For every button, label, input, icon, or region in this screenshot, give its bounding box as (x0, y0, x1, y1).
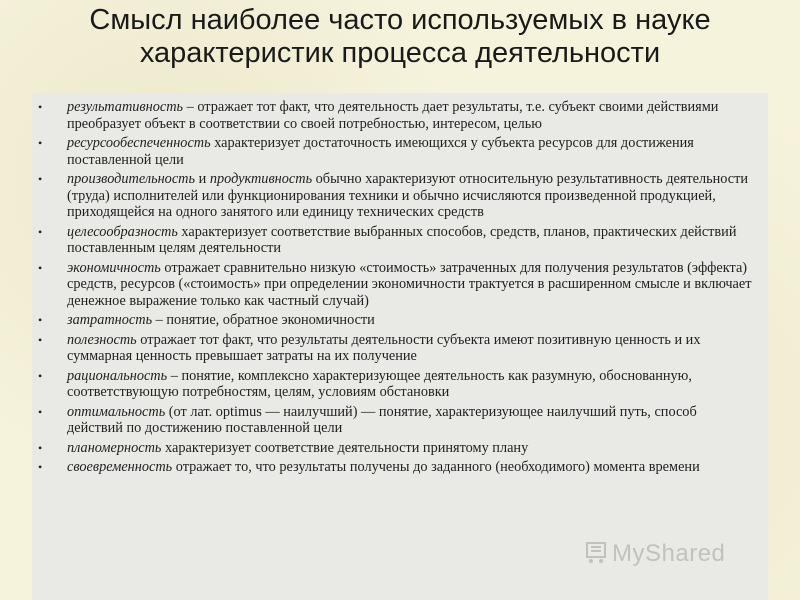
watermark: MyShared (612, 540, 726, 567)
list-item (38, 171, 756, 221)
item-term: оптимальность (67, 403, 166, 420)
list-item (38, 99, 756, 132)
bullet: • (38, 260, 43, 275)
item-text: – понятие, комплексно характеризующее деятельность как разумную, обоснованную, соответствующую потребностям, целям, условиям обстановки (67, 367, 692, 400)
list-item (38, 404, 756, 437)
bullet: • (38, 136, 43, 150)
content-panel (32, 93, 768, 600)
item-text: отражает сравнительно низкую «стоимость» затраченных для получения результатов (эффекта) средств, ресурсов («стоимость» при определении экономичности трактуется в расширенном смысле и включает денежное выражение только как частный случай) (67, 259, 752, 309)
item-term: полезность (67, 331, 137, 348)
item-term: ресурсообеспеченность (67, 135, 211, 151)
bullet: • (38, 332, 43, 347)
list-item (38, 135, 756, 168)
title-line-1: Смысл наиболее часто используемых в науке (89, 4, 711, 36)
list-item (38, 459, 756, 476)
slide-title (0, 4, 800, 70)
list-item (38, 312, 756, 329)
bullet: • (38, 460, 43, 474)
item-text: – отражает тот факт, что деятельность дает результаты, т.е. субъект своими действиями преобразует объект в соответствии со своей потребностью, интересом, целью (67, 99, 719, 132)
list-item (38, 368, 756, 401)
item-text: характеризует соответствие деятельности принятому плану (161, 439, 529, 456)
item-text: отражает тот факт, что результаты деятельности субъекта имеют позитивную ценность и их суммарная ценность превышает затраты на их получение (67, 331, 701, 364)
item-term: затратность (67, 312, 153, 328)
item-text: характеризует достаточность имеющихся у субъекта ресурсов для достижения поставленной цели (67, 135, 694, 168)
item-term: целесообразность (67, 223, 178, 240)
item-text-2: обычно характеризуют относительную результативность деятельности (труда) исполнителей или функционирования техники и обычно исчисляются произведенной продукцией, приходящейся на одного занятого или единицу технических средств (67, 171, 749, 220)
watermark-cart-icon (585, 541, 607, 565)
item-text: – понятие, обратное экономичности (152, 312, 375, 328)
item-term: производительность (67, 171, 196, 187)
list-item (38, 440, 756, 457)
item-term-2: продуктивность (209, 171, 313, 187)
item-term: экономичность (67, 259, 161, 276)
list-item (38, 332, 756, 365)
characteristics-list (38, 99, 756, 476)
bullet: • (38, 368, 43, 383)
item-term: рациональность (67, 367, 168, 384)
list-item (38, 260, 756, 310)
item-term: результативность (67, 99, 184, 115)
item-term: планомерность (67, 439, 162, 456)
list-item (38, 224, 756, 257)
bullet: • (38, 224, 43, 239)
item-text: отражает то, что результаты получены до заданного (необходимого) момента времени (172, 459, 700, 475)
item-text: характеризует соответствие выбранных способов, средств, планов, практических действий поставленным целям деятельности (67, 223, 737, 256)
item-text: (от лат. optimus — наилучший) — понятие, характеризующее наилучший путь, способ действий по достижению поставленной цели (67, 403, 697, 436)
bullet: • (38, 313, 43, 327)
item-term: своевременность (67, 459, 173, 475)
title-line-2: характеристик процесса деятельности (139, 37, 661, 69)
bullet: • (38, 100, 43, 114)
item-text: и (195, 171, 210, 187)
bullet: • (38, 440, 43, 455)
bullet: • (38, 404, 43, 419)
bullet: • (38, 172, 43, 186)
